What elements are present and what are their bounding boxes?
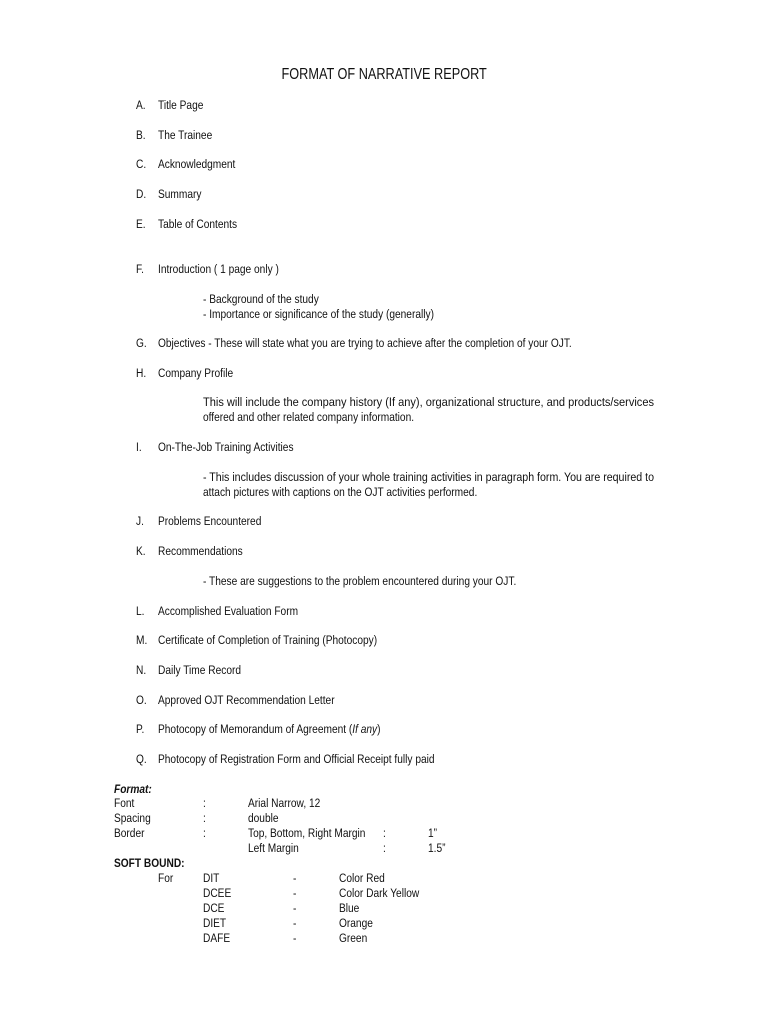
company-profile-paragraph: This will include the company history (If any), organizational structure, and products/services offered and other related company information. — [203, 395, 654, 424]
format-value-left-margin: Left Margin — [248, 841, 299, 855]
item-letter-j: J. — [136, 514, 144, 528]
item-letter-g: G. — [136, 336, 147, 350]
item-label-h: Company Profile — [158, 366, 234, 380]
item-label-g: Objectives - These will state what you are trying to achieve after the completion of your OJT. — [158, 336, 572, 350]
soft-bound-dept: DCE — [203, 901, 225, 915]
soft-bound-dept: DIET — [203, 916, 227, 930]
page-title: FORMAT OF NARRATIVE REPORT — [281, 66, 487, 83]
soft-bound-color: Color Dark Yellow — [339, 886, 420, 900]
soft-bound-for-label: For — [158, 871, 174, 885]
item-label-j: Problems Encountered — [158, 514, 262, 528]
format-sep2: : — [383, 841, 386, 855]
item-label-e: Table of Contents — [158, 217, 238, 231]
format-key-border: Border — [114, 826, 145, 840]
item-letter-a: A. — [136, 98, 146, 112]
item-letter-k: K. — [136, 544, 146, 558]
soft-bound-color: Orange — [339, 916, 373, 930]
item-label-p: Photocopy of Memorandum of Agreement (If any) — [158, 722, 381, 736]
item-label-k: Recommendations — [158, 544, 243, 558]
item-label-q: Photocopy of Registration Form and Official Receipt fully paid — [158, 752, 435, 766]
format-sep: : — [203, 826, 206, 840]
soft-bound-dash: - — [293, 886, 297, 900]
item-label-b: The Trainee — [158, 128, 213, 142]
item-label-l: Accomplished Evaluation Form — [158, 604, 299, 618]
item-letter-b: B. — [136, 128, 146, 142]
format-sep: : — [203, 796, 206, 810]
soft-bound-dept: DAFE — [203, 931, 231, 945]
format-value-margin: Top, Bottom, Right Margin — [248, 826, 366, 840]
format-value-spacing: double — [248, 811, 279, 825]
item-letter-i: I. — [136, 440, 142, 454]
item-letter-o: O. — [136, 693, 147, 707]
item-letter-d: D. — [136, 187, 147, 201]
item-label-a: Title Page — [158, 98, 204, 112]
format-value2-margin: 1” — [428, 826, 438, 840]
item-label-f: Introduction ( 1 page only ) — [158, 262, 279, 276]
item-letter-n: N. — [136, 663, 147, 677]
item-label-n: Daily Time Record — [158, 663, 241, 677]
intro-subitem: - Importance or significance of the study (generally) — [203, 307, 434, 321]
soft-bound-color: Blue — [339, 901, 360, 915]
item-label-c: Acknowledgment — [158, 157, 236, 171]
format-heading: Format: — [114, 782, 152, 796]
format-value-font: Arial Narrow, 12 — [248, 796, 321, 810]
item-label-m: Certificate of Completion of Training (Photocopy) — [158, 633, 378, 647]
item-letter-h: H. — [136, 366, 147, 380]
item-label-i: On-The-Job Training Activities — [158, 440, 294, 454]
item-letter-p: P. — [136, 722, 145, 736]
soft-bound-color: Green — [339, 931, 368, 945]
soft-bound-dash: - — [293, 931, 297, 945]
format-key-spacing: Spacing — [114, 811, 151, 825]
item-letter-c: C. — [136, 157, 147, 171]
soft-bound-dept: DCEE — [203, 886, 232, 900]
item-label-d: Summary — [158, 187, 202, 201]
item-letter-q: Q. — [136, 752, 147, 766]
item-letter-l: L. — [136, 604, 145, 618]
item-letter-m: M. — [136, 633, 148, 647]
soft-bound-dash: - — [293, 916, 297, 930]
item-label-p-italic: If any — [352, 722, 378, 736]
soft-bound-dept: DIT — [203, 871, 220, 885]
item-label-o: Approved OJT Recommendation Letter — [158, 693, 335, 707]
format-key-font: Font — [114, 796, 135, 810]
soft-bound-color: Color Red — [339, 871, 385, 885]
item-letter-e: E. — [136, 217, 146, 231]
format-sep2: : — [383, 826, 386, 840]
soft-bound-heading: SOFT BOUND: — [114, 856, 185, 870]
format-sep: : — [203, 811, 206, 825]
ojt-activities-paragraph: - This includes discussion of your whole training activities in paragraph form. You are required to attach pictures with captions on the OJT activities performed. — [203, 470, 654, 499]
recommendations-text: - These are suggestions to the problem encountered during your OJT. — [203, 574, 517, 588]
soft-bound-dash: - — [293, 871, 297, 885]
item-letter-f: F. — [136, 262, 144, 276]
soft-bound-dash: - — [293, 901, 297, 915]
format-value2-left-margin: 1.5” — [428, 841, 446, 855]
intro-subitem: - Background of the study — [203, 292, 319, 306]
